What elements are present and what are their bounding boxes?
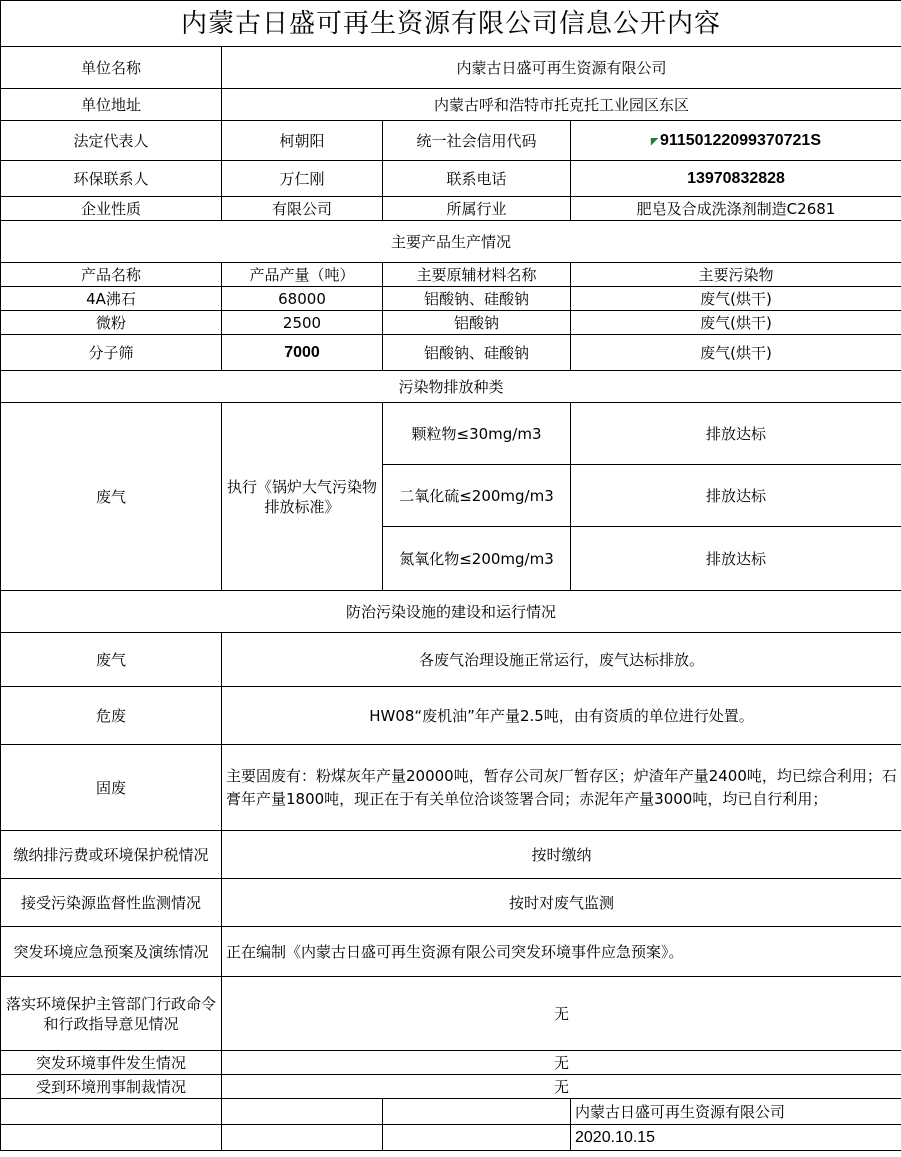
emission-item: 二氧化硫≤200mg/m3 bbox=[383, 465, 571, 527]
production-header: 主要原辅材料名称 bbox=[383, 263, 571, 287]
credit-code-value: 91150122099370721S bbox=[659, 131, 821, 149]
empty-cell bbox=[222, 1125, 383, 1151]
other-label: 受到环境刑事制裁情况 bbox=[1, 1075, 222, 1099]
address-label: 单位地址 bbox=[1, 89, 222, 121]
production-header: 产品名称 bbox=[1, 263, 222, 287]
emission-item: 氮氧化物≤200mg/m3 bbox=[383, 527, 571, 591]
emission-status: 排放达标 bbox=[571, 403, 901, 465]
product-qty: 68000 bbox=[222, 287, 383, 311]
emission-category: 废气 bbox=[1, 403, 222, 591]
facility-label: 废气 bbox=[1, 633, 222, 687]
cell-marker-icon: ◤ bbox=[651, 135, 658, 146]
production-row bbox=[1, 311, 901, 335]
product-pollutant: 废气(烘干) bbox=[571, 311, 901, 335]
product-materials: 铝酸钠、硅酸钠 bbox=[383, 335, 571, 371]
empty-cell bbox=[222, 1099, 383, 1125]
address: 内蒙古呼和浩特市托克托工业园区东区 bbox=[222, 89, 901, 121]
unit-name: 内蒙古日盛可再生资源有限公司 bbox=[222, 47, 901, 89]
product-materials: 铝酸钠 bbox=[383, 311, 571, 335]
other-label: 落实环境保护主管部门行政命令和行政指导意见情况 bbox=[1, 977, 222, 1051]
emission-standard: 执行《锅炉大气污染物排放标准》 bbox=[222, 403, 383, 591]
other-content: 按时缴纳 bbox=[222, 831, 901, 879]
empty-cell bbox=[383, 1125, 571, 1151]
industry: 肥皂及合成洗涤剂制造C2681 bbox=[571, 197, 901, 221]
other-label: 接受污染源监督性监测情况 bbox=[1, 879, 222, 927]
product-name: 4A沸石 bbox=[1, 287, 222, 311]
industry-label: 所属行业 bbox=[383, 197, 571, 221]
emission-item: 颗粒物≤30mg/m3 bbox=[383, 403, 571, 465]
other-content: 无 bbox=[222, 977, 901, 1051]
footer-date: 2020.10.15 bbox=[571, 1125, 901, 1151]
other-label: 缴纳排污费或环境保护税情况 bbox=[1, 831, 222, 879]
empty-cell bbox=[1, 1099, 222, 1125]
product-name: 微粉 bbox=[1, 311, 222, 335]
emission-status: 排放达标 bbox=[571, 465, 901, 527]
facility-label: 固废 bbox=[1, 745, 222, 831]
env-contact-label: 环保联系人 bbox=[1, 161, 222, 197]
facilities-section-title: 防治污染设施的建设和运行情况 bbox=[1, 591, 901, 633]
production-row bbox=[1, 335, 901, 371]
facility-content: 各废气治理设施正常运行，废气达标排放。 bbox=[222, 633, 901, 687]
product-qty: 7000 bbox=[222, 335, 383, 371]
nature: 有限公司 bbox=[222, 197, 383, 221]
page-title: 内蒙古日盛可再生资源有限公司信息公开内容 bbox=[1, 1, 901, 47]
phone-label: 联系电话 bbox=[383, 161, 571, 197]
product-qty: 2500 bbox=[222, 311, 383, 335]
unit-name-label: 单位名称 bbox=[1, 47, 222, 89]
other-label: 突发环境应急预案及演练情况 bbox=[1, 927, 222, 977]
product-name: 分子筛 bbox=[1, 335, 222, 371]
production-section-title: 主要产品生产情况 bbox=[1, 221, 901, 263]
product-pollutant: 废气(烘干) bbox=[571, 335, 901, 371]
nature-label: 企业性质 bbox=[1, 197, 222, 221]
empty-cell bbox=[383, 1099, 571, 1125]
credit-code bbox=[571, 121, 901, 161]
facility-content: HW08“废机油”年产量2.5吨，由有资质的单位进行处置。 bbox=[222, 687, 901, 745]
other-content: 无 bbox=[222, 1051, 901, 1075]
production-header: 产品产量（吨） bbox=[222, 263, 383, 287]
product-materials: 铝酸钠、硅酸钠 bbox=[383, 287, 571, 311]
empty-cell bbox=[1, 1125, 222, 1151]
emission-status: 排放达标 bbox=[571, 527, 901, 591]
legal-rep-label: 法定代表人 bbox=[1, 121, 222, 161]
product-pollutant: 废气(烘干) bbox=[571, 287, 901, 311]
emission-section-title: 污染物排放种类 bbox=[1, 371, 901, 403]
other-label: 突发环境事件发生情况 bbox=[1, 1051, 222, 1075]
other-content: 按时对废气监测 bbox=[222, 879, 901, 927]
production-row bbox=[1, 287, 901, 311]
production-header: 主要污染物 bbox=[571, 263, 901, 287]
credit-code-label: 统一社会信用代码 bbox=[383, 121, 571, 161]
phone: 13970832828 bbox=[571, 161, 901, 197]
env-contact: 万仁刚 bbox=[222, 161, 383, 197]
other-content: 无 bbox=[222, 1075, 901, 1099]
facility-label: 危废 bbox=[1, 687, 222, 745]
footer-company: 内蒙古日盛可再生资源有限公司 bbox=[571, 1099, 901, 1125]
facility-content: 主要固废有：粉煤灰年产量20000吨，暂存公司灰厂暂存区；炉渣年产量2400吨，均已综合利用；石膏年产量1800吨，现正在于有关单位洽谈签署合同；赤泥年产量3000吨，均已自行利用； bbox=[222, 745, 901, 831]
legal-rep: 柯朝阳 bbox=[222, 121, 383, 161]
other-content: 正在编制《内蒙古日盛可再生资源有限公司突发环境事件应急预案》。 bbox=[222, 927, 901, 977]
